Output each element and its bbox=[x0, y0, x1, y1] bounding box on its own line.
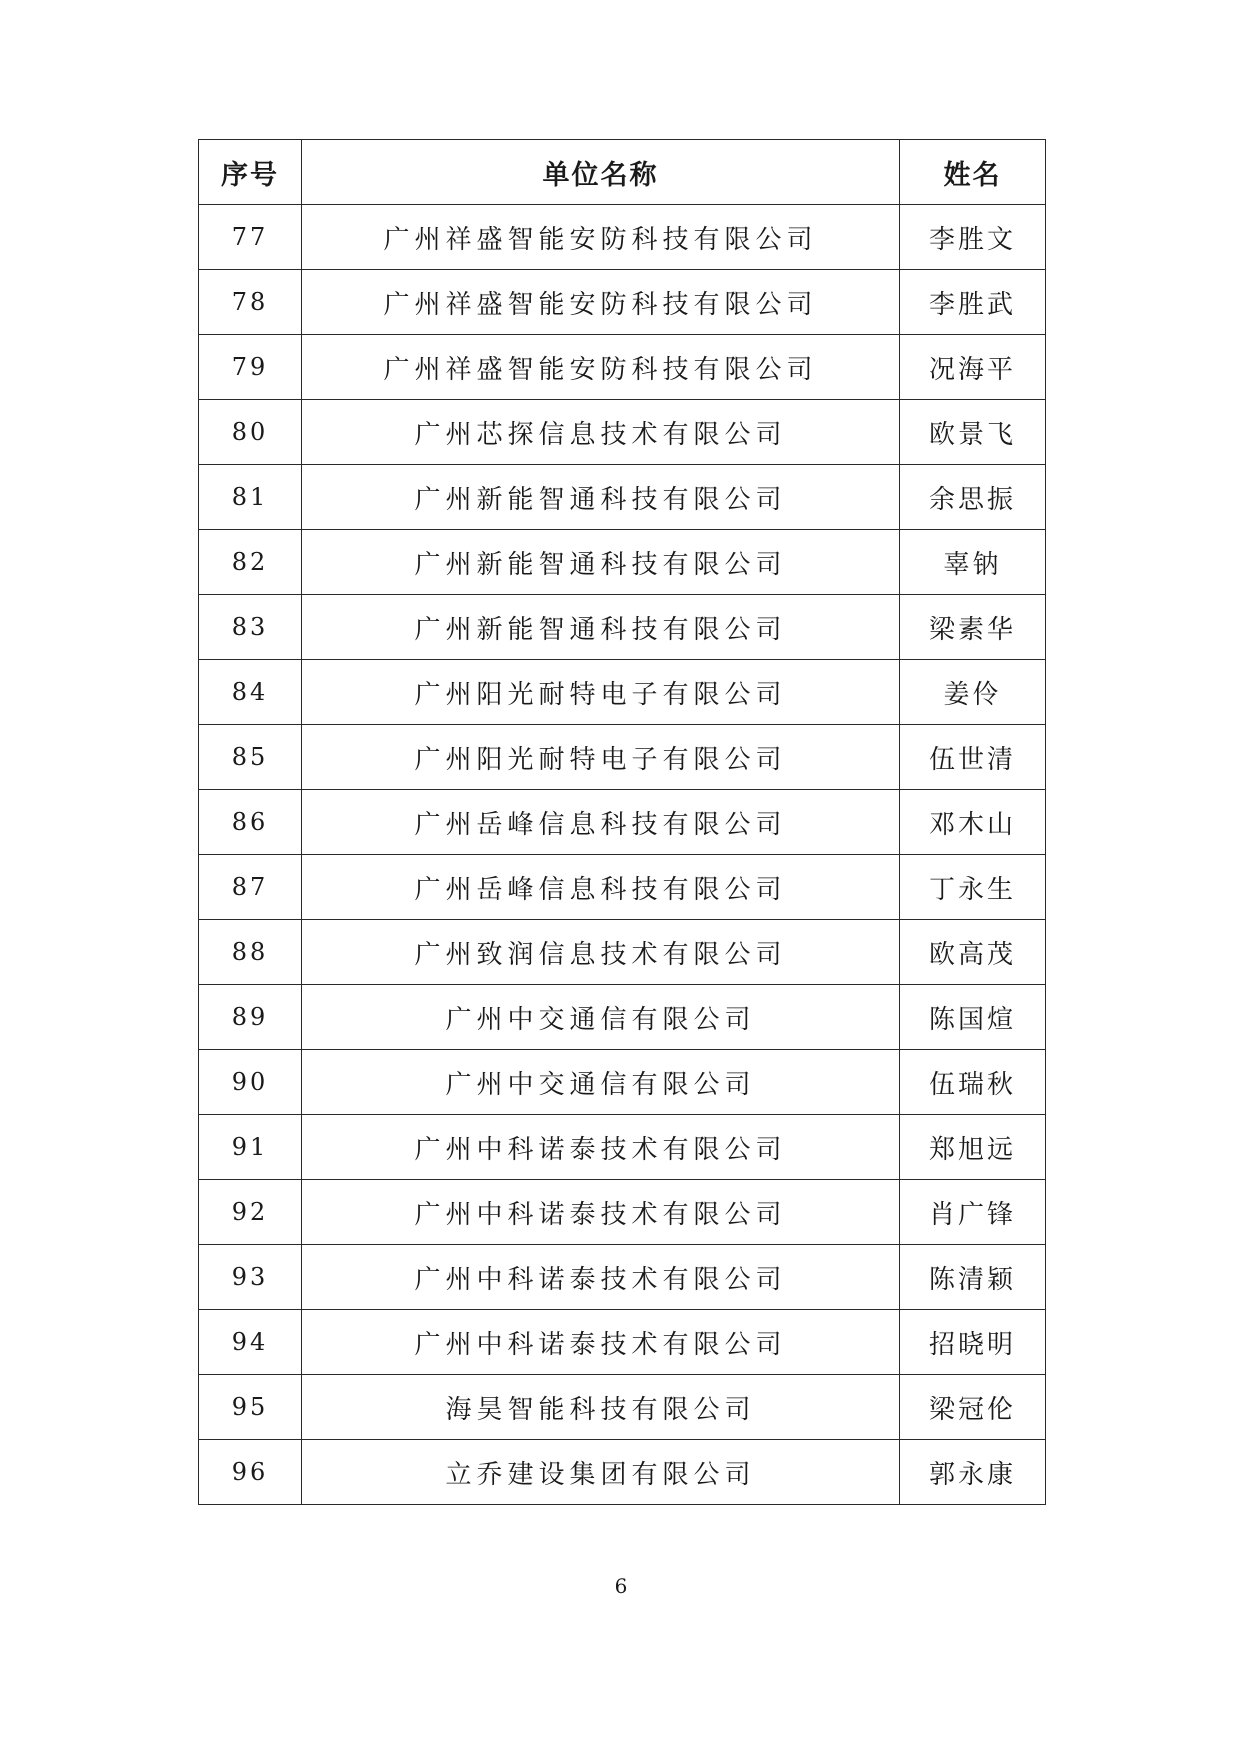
row-person-name: 招晓明 bbox=[900, 1310, 1046, 1375]
row-serial-number: 81 bbox=[199, 465, 302, 530]
row-serial-number: 92 bbox=[199, 1180, 302, 1245]
row-organization: 广州中科诺泰技术有限公司 bbox=[302, 1115, 900, 1180]
row-person-name: 肖广锋 bbox=[900, 1180, 1046, 1245]
row-organization: 广州致润信息技术有限公司 bbox=[302, 920, 900, 985]
row-organization: 广州中科诺泰技术有限公司 bbox=[302, 1245, 900, 1310]
table-row bbox=[199, 1115, 1046, 1180]
row-person-name: 陈清颖 bbox=[900, 1245, 1046, 1310]
table-body bbox=[199, 205, 1046, 1505]
row-person-name: 李胜武 bbox=[900, 270, 1046, 335]
row-organization: 广州阳光耐特电子有限公司 bbox=[302, 660, 900, 725]
row-person-name: 邓木山 bbox=[900, 790, 1046, 855]
row-person-name: 丁永生 bbox=[900, 855, 1046, 920]
row-organization: 广州中交通信有限公司 bbox=[302, 985, 900, 1050]
row-serial-number: 82 bbox=[199, 530, 302, 595]
row-organization: 广州中科诺泰技术有限公司 bbox=[302, 1310, 900, 1375]
row-serial-number: 85 bbox=[199, 725, 302, 790]
table-row bbox=[199, 270, 1046, 335]
table-row bbox=[199, 1050, 1046, 1115]
row-organization: 广州中交通信有限公司 bbox=[302, 1050, 900, 1115]
personnel-table bbox=[198, 139, 1046, 1505]
row-person-name: 姜伶 bbox=[900, 660, 1046, 725]
table-row bbox=[199, 1440, 1046, 1505]
row-person-name: 辜钠 bbox=[900, 530, 1046, 595]
row-organization: 广州芯探信息技术有限公司 bbox=[302, 400, 900, 465]
table-row bbox=[199, 205, 1046, 270]
row-serial-number: 90 bbox=[199, 1050, 302, 1115]
row-organization: 广州阳光耐特电子有限公司 bbox=[302, 725, 900, 790]
row-serial-number: 86 bbox=[199, 790, 302, 855]
table-row bbox=[199, 1310, 1046, 1375]
header-person-name: 姓名 bbox=[900, 140, 1046, 205]
row-serial-number: 89 bbox=[199, 985, 302, 1050]
table-row bbox=[199, 1245, 1046, 1310]
page-number: 6 bbox=[614, 1574, 628, 1598]
row-serial-number: 80 bbox=[199, 400, 302, 465]
row-organization: 广州岳峰信息科技有限公司 bbox=[302, 855, 900, 920]
row-serial-number: 94 bbox=[199, 1310, 302, 1375]
row-person-name: 余思振 bbox=[900, 465, 1046, 530]
row-person-name: 陈国煊 bbox=[900, 985, 1046, 1050]
table-row bbox=[199, 1180, 1046, 1245]
row-serial-number: 84 bbox=[199, 660, 302, 725]
row-organization: 立乔建设集团有限公司 bbox=[302, 1440, 900, 1505]
row-serial-number: 78 bbox=[199, 270, 302, 335]
row-serial-number: 93 bbox=[199, 1245, 302, 1310]
row-organization: 广州祥盛智能安防科技有限公司 bbox=[302, 205, 900, 270]
row-serial-number: 96 bbox=[199, 1440, 302, 1505]
row-serial-number: 91 bbox=[199, 1115, 302, 1180]
row-person-name: 梁冠伦 bbox=[900, 1375, 1046, 1440]
row-person-name: 郑旭远 bbox=[900, 1115, 1046, 1180]
table-row bbox=[199, 1375, 1046, 1440]
table-row bbox=[199, 595, 1046, 660]
row-person-name: 伍瑞秋 bbox=[900, 1050, 1046, 1115]
row-organization: 海昊智能科技有限公司 bbox=[302, 1375, 900, 1440]
row-organization: 广州祥盛智能安防科技有限公司 bbox=[302, 270, 900, 335]
row-person-name: 欧景飞 bbox=[900, 400, 1046, 465]
row-person-name: 欧高茂 bbox=[900, 920, 1046, 985]
row-serial-number: 88 bbox=[199, 920, 302, 985]
row-person-name: 李胜文 bbox=[900, 205, 1046, 270]
table-row bbox=[199, 855, 1046, 920]
row-organization: 广州新能智通科技有限公司 bbox=[302, 465, 900, 530]
table-row bbox=[199, 335, 1046, 400]
row-organization: 广州岳峰信息科技有限公司 bbox=[302, 790, 900, 855]
table-row bbox=[199, 985, 1046, 1050]
row-organization: 广州新能智通科技有限公司 bbox=[302, 595, 900, 660]
row-organization: 广州中科诺泰技术有限公司 bbox=[302, 1180, 900, 1245]
table-header-row bbox=[199, 140, 1046, 205]
row-person-name: 伍世清 bbox=[900, 725, 1046, 790]
row-serial-number: 95 bbox=[199, 1375, 302, 1440]
table-row bbox=[199, 725, 1046, 790]
row-person-name: 况海平 bbox=[900, 335, 1046, 400]
table-row bbox=[199, 660, 1046, 725]
row-person-name: 郭永康 bbox=[900, 1440, 1046, 1505]
row-person-name: 梁素华 bbox=[900, 595, 1046, 660]
row-serial-number: 77 bbox=[199, 205, 302, 270]
table-row bbox=[199, 790, 1046, 855]
header-organization-name: 单位名称 bbox=[302, 140, 900, 205]
row-serial-number: 87 bbox=[199, 855, 302, 920]
row-serial-number: 83 bbox=[199, 595, 302, 660]
table-row bbox=[199, 920, 1046, 985]
table-row bbox=[199, 530, 1046, 595]
row-organization: 广州祥盛智能安防科技有限公司 bbox=[302, 335, 900, 400]
table-row bbox=[199, 400, 1046, 465]
header-serial-number: 序号 bbox=[199, 140, 302, 205]
table-row bbox=[199, 465, 1046, 530]
row-organization: 广州新能智通科技有限公司 bbox=[302, 530, 900, 595]
row-serial-number: 79 bbox=[199, 335, 302, 400]
